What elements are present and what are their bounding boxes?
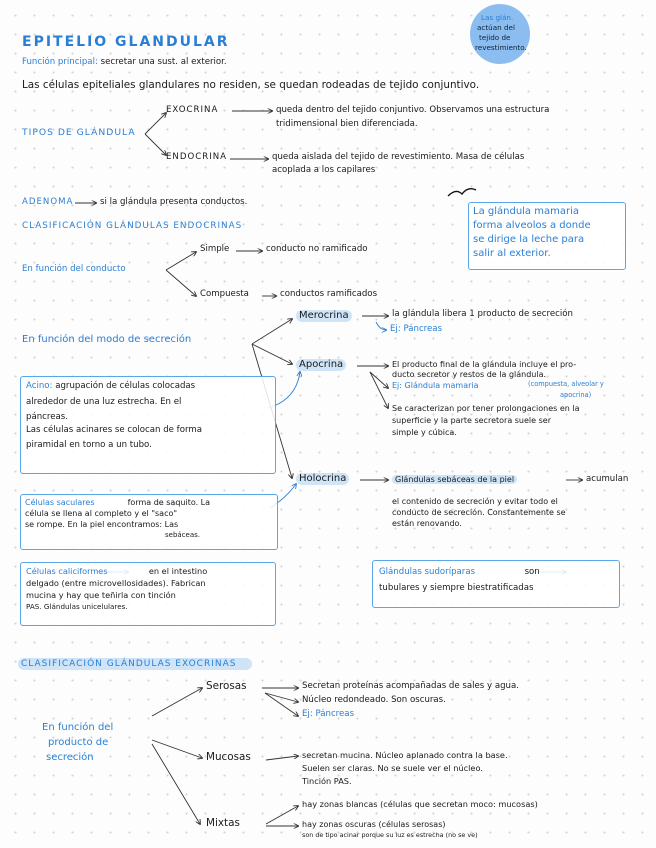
caliciformes-line4: PAS. Glándulas unicelulares.: [26, 602, 128, 611]
arrow-exo-mixtas: [152, 744, 200, 824]
compuesta-text: conductos ramificados: [280, 289, 378, 299]
saculares-box: [20, 494, 278, 550]
apocrina-label: Apocrina: [296, 359, 346, 371]
principal-label: Función principal:: [22, 57, 98, 67]
arrow-serosas-nucleo: [265, 693, 298, 702]
exo-label-3: secreción: [46, 752, 94, 763]
saculares-line3: se rompe. En la piel encontramos: Las: [25, 520, 179, 529]
merocrina-ej: Ej: Páncreas: [390, 324, 443, 334]
endocrina-label: ENDOCRINA: [166, 152, 228, 162]
apocrina-ej2: (compuesta, alveolar y: [528, 380, 604, 388]
acino-line4: Las células acinares se colocan de forma: [26, 425, 202, 435]
arrow-apocrina-caract: [370, 372, 388, 408]
circle-note-1: Las glán.: [481, 13, 514, 22]
serosas-line1: Secretan proteínas acompañadas de sales y agua.: [302, 681, 520, 691]
serosas-line2: Núcleo redondeado. Son oscuras.: [302, 695, 446, 705]
arrow-serosas-ej: [265, 693, 298, 716]
adenoma-text: si la glándula presenta conductos.: [100, 197, 248, 207]
mucosas-label: Mucosas: [206, 751, 251, 763]
tipos-label: TIPOS DE GLÁNDULA: [22, 127, 136, 138]
merocrina-text: la glándula libera 1 producto de secreción: [392, 309, 573, 319]
sudoriparas-line1: [379, 564, 613, 580]
mixtas-line3: son de tipo acinar porque su luz es estrecha (no se ve): [302, 831, 478, 839]
acino-line5: piramidal en torno a un tubo.: [26, 440, 152, 450]
sudoriparas-label: Glándulas sudoríparas: [379, 567, 476, 577]
caliciformes-label: Células caliciformes: [26, 566, 108, 576]
clasif-endocrinas-heading: CLASIFICACIÓN GLÁNDULAS ENDOCRINAS: [22, 221, 243, 231]
circle-note-3: tejido de: [479, 33, 511, 42]
holocrina-line3: conducto de secreción. Constantemente se: [392, 508, 566, 517]
saculares-line1: [25, 497, 273, 508]
adenoma-label: ADENOMA: [22, 197, 74, 207]
saculares-line2: célula se llena al completo y el "saco": [25, 509, 178, 518]
apocrina-line5: simple y cúbica.: [392, 428, 457, 437]
holocrina-text1: Glándulas sebáceas de la piel: [392, 475, 517, 484]
acino-box: [20, 376, 276, 474]
arrow-tipos-exocrina: [145, 113, 166, 134]
acino-line2: alrededor de una luz estrecha. En el: [26, 397, 182, 407]
caliciformes-line1-text: en el intestino: [148, 566, 208, 576]
sudoriparas-line2: tubulares y siempre biestratificadas: [379, 583, 534, 593]
simple-text: conducto no ramificado: [266, 244, 368, 254]
page-title: EPITELIO GLANDULAR: [22, 34, 230, 50]
circle-note-4: revestimiento.: [475, 43, 527, 52]
conducto-label: En función del conducto: [22, 264, 126, 274]
apocrina-line1: El producto final de la glándula incluye el pro-: [392, 360, 577, 369]
saculares-label: Células saculares: [25, 498, 95, 507]
caliciformes-box: [20, 562, 276, 626]
caliciformes-line3: mucina y hay que teñirla con tinción: [26, 590, 176, 600]
arrow-mucosas-text: [266, 756, 298, 760]
caliciformes-line1: [26, 565, 270, 577]
acino-label: Acino:: [26, 381, 53, 391]
apocrina-line2: ducto secretor y restos de la glándula.: [392, 370, 547, 379]
mixtas-line1: hay zonas blancas (células que secretan moco: mucosas): [302, 799, 538, 809]
exo-label-2: producto de: [48, 737, 109, 748]
exocrina-line2: tridimensional bien diferenciada.: [276, 119, 418, 129]
holocrina-line4: están renovando.: [392, 519, 462, 528]
merocrina-label: Merocrina: [296, 310, 352, 322]
holocrina-line2: el contenido de secreción y evitar todo el: [392, 497, 558, 506]
arrow-secrecion-apocrina: [252, 344, 292, 364]
principal-line: [22, 58, 227, 68]
acino-line3: páncreas.: [26, 412, 68, 422]
sudoriparas-text: son: [524, 567, 540, 577]
apocrina-line3: Se caracterizan por tener prolongaciones en la: [392, 404, 580, 413]
mixtas-label: Mixtas: [206, 817, 240, 829]
mamaria-box: [468, 202, 626, 270]
arrow-exo-serosas: [152, 688, 202, 716]
acino-line1: [26, 379, 270, 393]
apocrina-line4: superficie y la parte secretora suele ser: [392, 416, 551, 425]
saculares-line4: sebáceas.: [165, 531, 201, 539]
endocrina-line1: queda aislada del tejido de revestimiento. Masa de células: [272, 152, 525, 162]
compuesta-label: Compuesta: [200, 289, 249, 299]
apocrina-ej1: Ej: Glándula mamaria: [392, 381, 479, 390]
holocrina-label: Holocrina: [296, 473, 349, 485]
mamaria-line-1: La glándula mamaria: [473, 206, 579, 217]
arrow-exo-mucosas: [152, 740, 202, 758]
mucosas-line2: Suelen ser claras. No se suele ver el núcleo.: [302, 763, 483, 773]
arrow-tipos-endocrina: [145, 134, 166, 155]
apocrina-ej3: apocrina): [560, 391, 592, 399]
intro-text: Las células epiteliales glandulares no residen, se quedan rodeadas de tejido conjuntivo.: [22, 79, 480, 91]
mucosas-line3: Tinción PAS.: [302, 776, 352, 786]
arrow-apocrina-ej: [370, 372, 388, 388]
mucosas-line1: secretan mucina. Núcleo aplanado contra la base.: [302, 750, 508, 760]
simple-label: Simple: [200, 244, 230, 254]
sudoriparas-box: [372, 560, 620, 608]
arrow-conducto-simple: [166, 252, 196, 270]
acino-line1-text: agrupación de células colocadas: [55, 381, 196, 391]
mamaria-line-3: se dirige la leche para: [473, 234, 585, 245]
endocrina-line2: acoplada a los capilares: [272, 165, 376, 175]
arrow-conducto-compuesta: [166, 270, 196, 296]
serosas-ej: Ej: Páncreas: [302, 709, 355, 719]
mixtas-line2: hay zonas oscuras (células serosas): [302, 820, 446, 829]
caliciformes-line2: delgado (entre microvellosidades). Fabrican: [26, 578, 206, 588]
principal-text: secretar una sust. al exterior.: [100, 57, 227, 67]
exocrina-label: EXOCRINA: [166, 105, 219, 115]
saculares-line1-text: forma de saquito. La: [127, 498, 211, 507]
exocrina-line1: queda dentro del tejido conjuntivo. Observamos una estructura: [276, 105, 550, 115]
secrecion-label: En función del modo de secreción: [22, 334, 192, 345]
arrow-merocrina-ej: [376, 322, 386, 330]
arrow-secrecion-merocrina: [252, 319, 292, 344]
circle-note-2: actúan del: [477, 23, 515, 32]
holocrina-text2: acumulan: [586, 474, 629, 484]
clasif-exocrinas-heading: CLASIFICACIÓN GLÁNDULAS EXOCRINAS: [18, 658, 252, 670]
exo-label-1: En función del: [42, 722, 114, 733]
arrow-mixtas-blancas: [266, 806, 298, 824]
glasses-doodle: [448, 189, 476, 196]
mamaria-line-2: forma alveolos a donde: [473, 220, 591, 231]
serosas-label: Serosas: [206, 680, 247, 692]
mamaria-line-4: salir al exterior.: [473, 248, 551, 259]
